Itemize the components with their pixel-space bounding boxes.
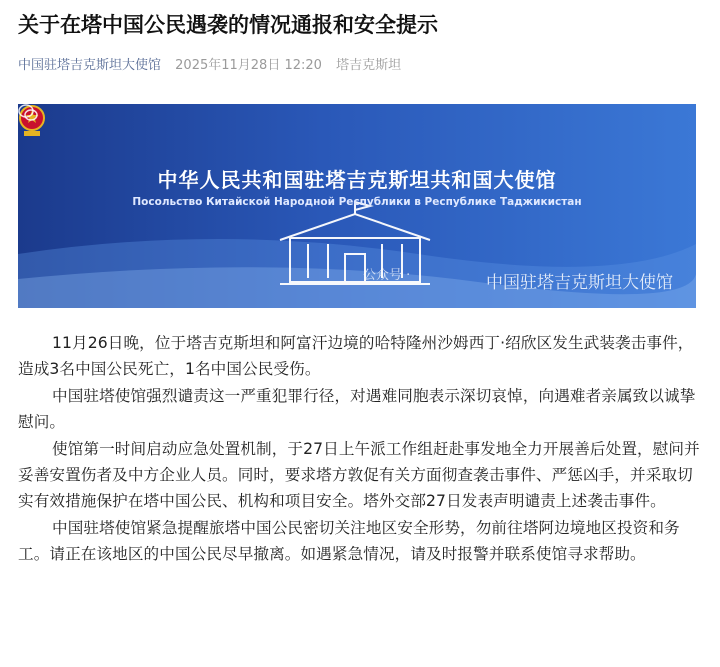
paragraph: 11月26日晚，位于塔吉克斯坦和阿富汗边境的哈特隆州沙姆西丁·绍欣区发生武装袭击事件，造成3名中国公民死亡，1名中国公民受伤。 — [18, 334, 694, 379]
paragraph: 中国驻塔使馆紧急提醒旅塔中国公民密切关注地区安全形势，勿前往塔阿边境地区投资和务工。请正在该地区的中国公民尽早撤离。如遇紧急情况，请及时报警并联系使馆寻求帮助。 — [18, 518, 680, 564]
article-meta — [18, 54, 401, 73]
article-body — [18, 330, 708, 568]
paragraph: 使馆第一时间启动应急处置机制，于27日上午派工作组赶赴事发地全力开展善后处置，慰问并妥善安置伤者及中方企业人员。同时，要求塔方敦促有关方面彻查袭击事件、严惩凶手，并采取切实有效措施保护在塔中国公民、机构和项目安全。塔外交部27日发表声明谴责上述袭击事件。 — [18, 439, 700, 511]
publish-location: 塔吉克斯坦 — [336, 58, 402, 73]
paragraph: 中国驻塔使馆强烈谴责这一严重犯罪行径，对遇难同胞表示深切哀悼，向遇难者亲属致以诚挚慰问。 — [18, 386, 696, 432]
watermark-account-name: 中国驻塔吉克斯坦大使馆 — [486, 273, 673, 293]
embassy-banner-image — [18, 104, 696, 308]
watermark-prefix: 公众号 · — [363, 268, 411, 283]
wechat-icon — [18, 104, 38, 122]
embassy-name-russian: Посольство Китайской Народной Республики в Республике Таджикистан — [132, 196, 582, 208]
article-title: 关于在塔中国公民遇袭的情况通报和安全提示 — [18, 13, 438, 37]
publish-date: 2025年11月28日 12:20 — [175, 58, 322, 73]
embassy-name-chinese: 中华人民共和国驻塔吉克斯坦共和国大使馆 — [157, 168, 557, 192]
author-link[interactable]: 中国驻塔吉克斯坦大使馆 — [18, 58, 162, 73]
